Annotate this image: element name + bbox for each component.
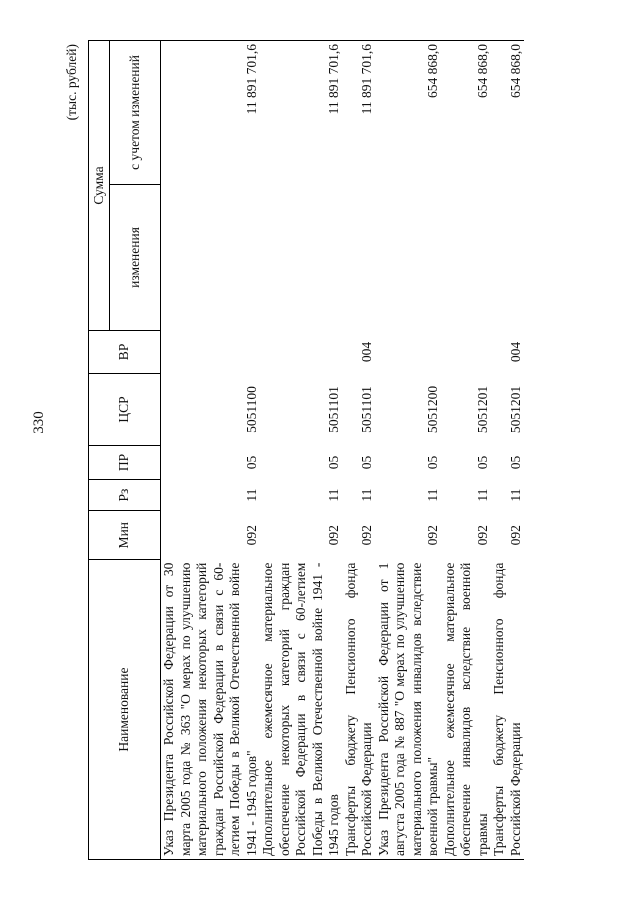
row-rz: 11 bbox=[359, 488, 374, 502]
header-vr: ВР bbox=[89, 331, 161, 374]
row-pr: 05 bbox=[359, 455, 374, 470]
row-with-changes: 654 868,0 bbox=[491, 41, 524, 185]
row-rz: 11 bbox=[243, 488, 259, 502]
row-csr: 5051101 bbox=[359, 386, 374, 433]
row-changes bbox=[442, 184, 492, 330]
table-row bbox=[491, 41, 524, 860]
row-name: Указ Президента Российской Федерации от 1 августа 2005 года № 887 "О мерах по улучшению материального положения инвалидов вследствие военной травмы" bbox=[376, 560, 442, 860]
row-changes bbox=[491, 184, 524, 330]
row-csr: 5051201 bbox=[474, 385, 490, 434]
table-row bbox=[260, 41, 343, 860]
row-name: Трансферты бюджету Пенсионного фонда Российской Федерации bbox=[343, 560, 376, 860]
row-min: 092 bbox=[243, 525, 259, 546]
row-changes bbox=[161, 184, 261, 330]
row-min: 092 bbox=[474, 525, 490, 546]
header-name: Наименование bbox=[89, 560, 161, 860]
row-with-changes: 654 868,0 bbox=[376, 41, 442, 185]
row-changes bbox=[376, 184, 442, 330]
row-rz: 11 bbox=[425, 488, 440, 502]
row-pr: 05 bbox=[425, 455, 440, 470]
row-with-changes: 11 891 701,6 bbox=[343, 41, 376, 185]
header-csr: ЦСР bbox=[89, 373, 161, 445]
header-sum: Сумма bbox=[89, 41, 110, 331]
budget-table bbox=[88, 40, 524, 860]
row-pr: 05 bbox=[326, 455, 341, 470]
row-min: 092 bbox=[425, 525, 440, 546]
rotated-page bbox=[60, 40, 580, 860]
row-name: Дополнительное ежемесячное материальное обеспечение инвалидов вследствие военной травмы bbox=[442, 560, 492, 860]
row-vr: 004 bbox=[507, 341, 523, 363]
row-with-changes: 11 891 701,6 bbox=[260, 41, 343, 185]
row-vr bbox=[260, 331, 343, 374]
table-row bbox=[376, 41, 442, 860]
table-header bbox=[89, 41, 161, 860]
row-rz: 11 bbox=[474, 488, 490, 502]
row-pr: 05 bbox=[474, 455, 490, 470]
row-csr: 5051201 bbox=[507, 385, 523, 434]
header-changes: изменения bbox=[110, 184, 161, 330]
table-row bbox=[161, 41, 261, 860]
row-min: 092 bbox=[507, 525, 523, 546]
row-with-changes: 654 868,0 bbox=[442, 41, 492, 185]
row-csr: 5051200 bbox=[425, 385, 440, 434]
row-min: 092 bbox=[359, 525, 374, 546]
header-rz: Рз bbox=[89, 479, 161, 510]
row-vr: 004 bbox=[359, 341, 374, 363]
row-pr: 05 bbox=[243, 455, 259, 470]
table-row bbox=[442, 41, 492, 860]
row-vr bbox=[161, 331, 261, 374]
row-vr bbox=[376, 331, 442, 374]
row-rz: 11 bbox=[507, 488, 523, 502]
header-with-changes: с учетом изменений bbox=[110, 41, 161, 185]
row-pr: 05 bbox=[507, 455, 523, 470]
row-name: Трансферты бюджету Пенсионного фонда Российской Федерации bbox=[491, 560, 524, 860]
row-csr: 5051100 bbox=[243, 386, 259, 433]
header-min: Мин bbox=[89, 511, 161, 560]
table-row bbox=[343, 41, 376, 860]
row-min: 092 bbox=[326, 525, 341, 546]
table-body bbox=[161, 41, 525, 860]
header-pr: ПР bbox=[89, 446, 161, 480]
row-name: Дополнительное ежемесячное материальное обеспечение некоторых категорий граждан Российской Федерации в связи с 60-летием Победы в Великой Отечественной войне 1941 - 1945 годов bbox=[260, 560, 343, 860]
row-name: Указ Президента Российской Федерации от 30 марта 2005 года № 363 "О мерах по улучшению материального положения некоторых категорий граждан Российской Федерации в связи с 60-летием Победы в Великой Отечественной войне 1941 - 1945 годов" bbox=[161, 560, 261, 860]
row-with-changes: 11 891 701,6 bbox=[161, 41, 261, 185]
row-vr bbox=[442, 331, 492, 374]
row-rz: 11 bbox=[326, 488, 341, 502]
row-changes bbox=[343, 184, 376, 330]
units-label: (тыс. рублей) bbox=[64, 44, 79, 121]
row-csr: 5051101 bbox=[326, 386, 341, 433]
page-number: 330 bbox=[30, 411, 47, 434]
row-changes bbox=[260, 184, 343, 330]
